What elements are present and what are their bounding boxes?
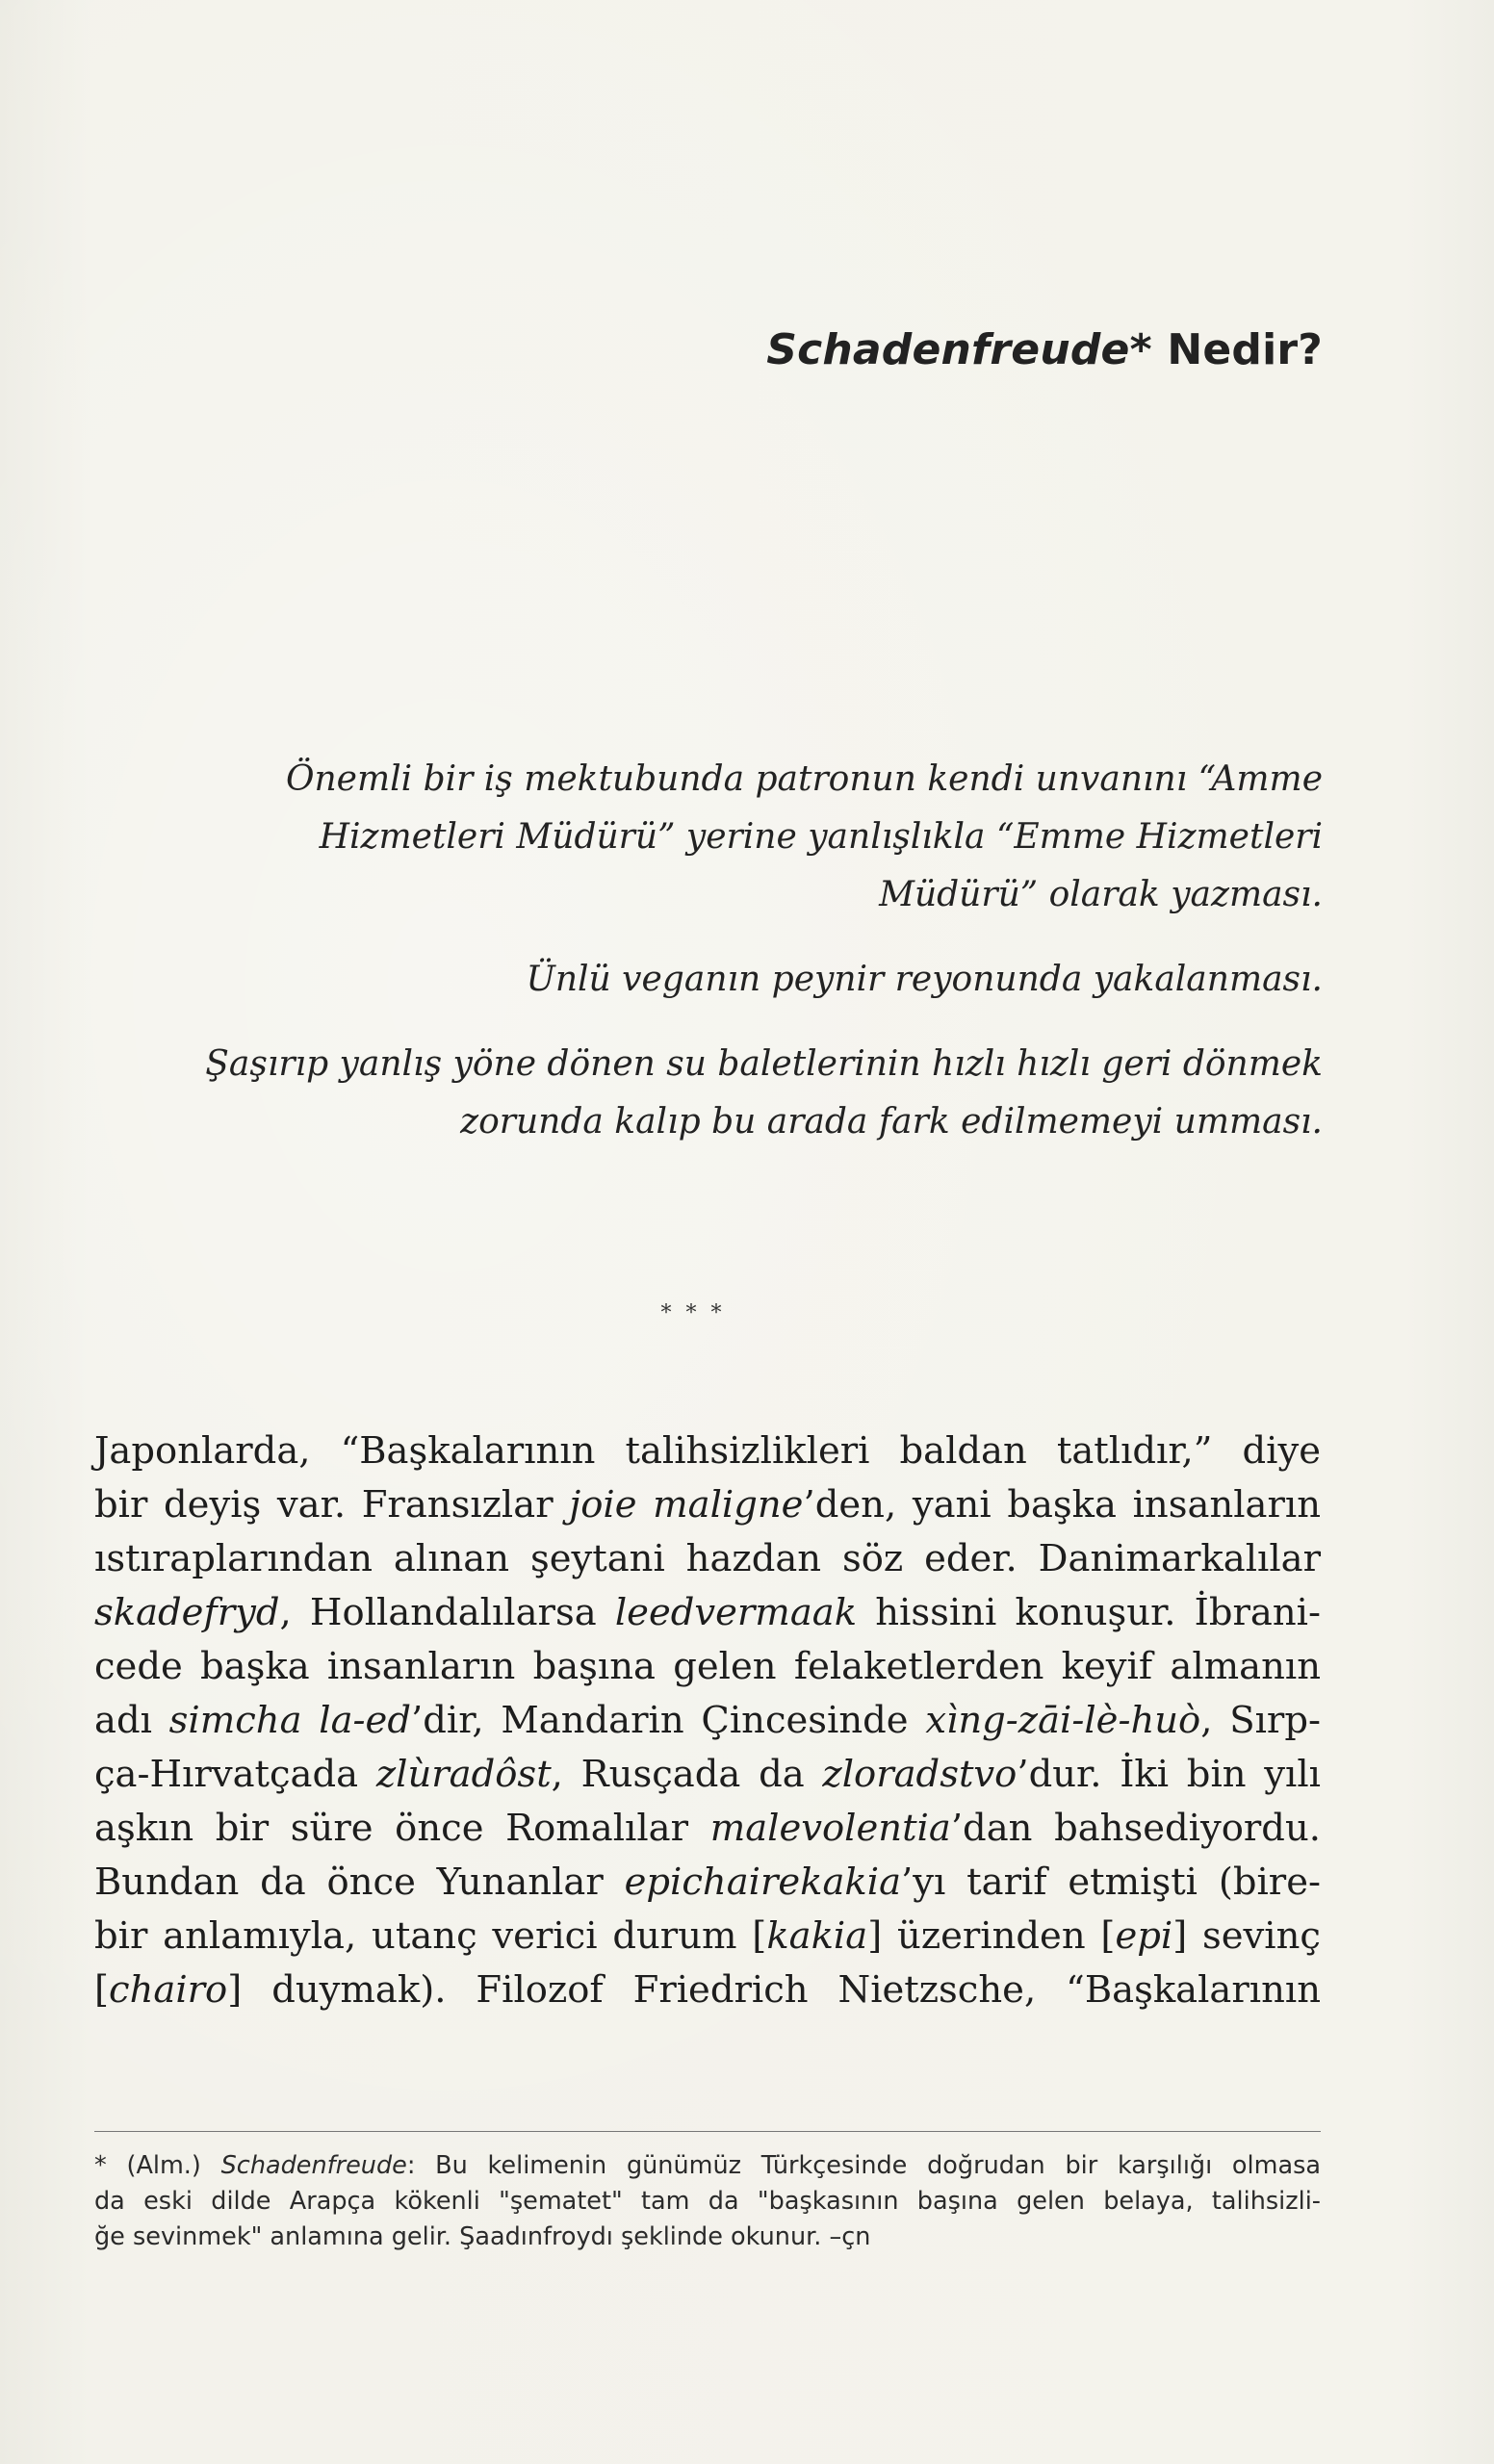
body-line: adı simcha la-ed’dir, Mandarin Çincesinde xìng-zāi-lè-huò, Sırp- bbox=[94, 1699, 1321, 1742]
body-line: [chairo] duymak). Filozof Friedrich Nietzsche, “Başkalarının bbox=[94, 1968, 1321, 2012]
heading-rest: * Nedir? bbox=[1129, 325, 1323, 374]
chapter-heading bbox=[766, 325, 1323, 374]
footnote bbox=[94, 2148, 1321, 2255]
body-line: bir anlamıyla, utanç verici durum [kakia] üzerinden [epi] sevinç bbox=[94, 1914, 1321, 1958]
body-line: cede başka insanların başına gelen felaketlerden keyif almanın bbox=[94, 1645, 1321, 1688]
body-line: ça-Hırvatçada zlùradôst, Rusçada da zloradstvo’dur. İki bin yılı bbox=[94, 1753, 1321, 1796]
footnote-line: da eski dilde Arapça kökenli "şematet" tam da "başkasının başına gelen belaya, talihsizli- bbox=[94, 2187, 1321, 2216]
epigraph bbox=[164, 951, 1323, 1009]
epigraph-line: Önemli bir iş mektubunda patronun kendi unvanını “Amme bbox=[285, 759, 1323, 799]
epigraph-line: zorunda kalıp bu arada fark edilmemeyi umması. bbox=[460, 1102, 1323, 1142]
body-paragraph bbox=[94, 1424, 1321, 2017]
heading-italic-word: Schadenfreude bbox=[766, 325, 1130, 374]
footnote-divider bbox=[94, 2131, 1321, 2132]
epigraph bbox=[164, 1036, 1323, 1151]
epigraph-line: Ünlü veganın peynir reyonunda yakalanması. bbox=[526, 960, 1323, 999]
body-line: aşkın bir süre önce Romalılar malevolentia’dan bahsediyordu. bbox=[94, 1807, 1321, 1850]
body-line: ıstıraplarından alınan şeytani hazdan söz eder. Danimarkalılar bbox=[94, 1537, 1321, 1580]
epigraph-line: Şaşırıp yanlış yöne dönen su baletlerinin hızlı hızlı geri dönmek bbox=[205, 1044, 1323, 1084]
body-line: skadefryd, Hollandalılarsa leedvermaak hissini konuşur. İbrani- bbox=[94, 1591, 1322, 1634]
body-line: Japonlarda, “Başkalarının talihsizlikleri baldan tatlıdır,” diye bbox=[94, 1429, 1321, 1473]
epigraph-line: Müdürü” olarak yazması. bbox=[879, 875, 1323, 914]
epigraph bbox=[164, 751, 1323, 924]
body-line: Bundan da önce Yunanlar epichairekakia’yı tarif etmişti (bire- bbox=[94, 1861, 1322, 1904]
footnote-line: * (Alm.) Schadenfreude: Bu kelimenin günümüz Türkçesinde doğrudan bir karşılığı olmasa bbox=[94, 2151, 1321, 2180]
section-separator: * * * bbox=[660, 1301, 726, 1325]
epigraph-list bbox=[164, 751, 1323, 1178]
footnote-line: ğe sevinmek" anlamına gelir. Şaadınfroydı şeklinde okunur. –çn bbox=[94, 2222, 871, 2251]
body-line: bir deyiş var. Fransızlar joie maligne’den, yani başka insanların bbox=[94, 1483, 1322, 1527]
epigraph-line: Hizmetleri Müdürü” yerine yanlışlıkla “Emme Hizmetleri bbox=[319, 817, 1323, 857]
